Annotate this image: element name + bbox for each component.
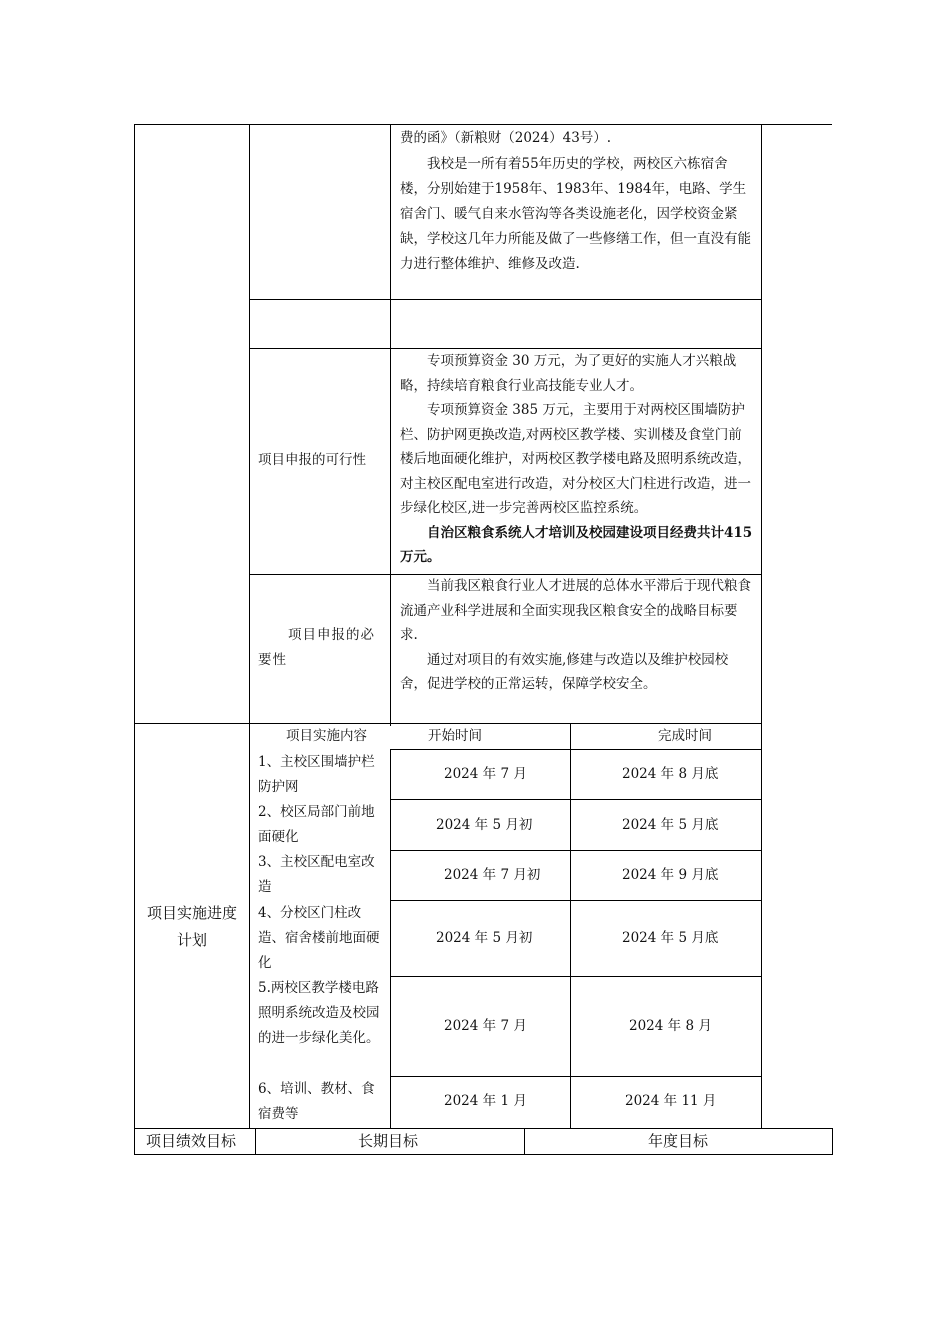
rule-perf-right [832, 1128, 833, 1155]
rule-left [134, 124, 135, 1155]
necessity-text [400, 574, 754, 697]
schedule-row-5-content: 5.两校区教学楼电路照明系统改造及校园的进一步绿化美化。 [258, 980, 380, 1046]
rule-sched-r5 [390, 1076, 762, 1077]
rule-sched-r1 [390, 799, 762, 800]
rule-sched-header [390, 749, 762, 750]
schedule-row-6-start: 2024 年 1 月 [444, 1093, 527, 1109]
schedule-row-3-content: 3、主校区配电室改造 [258, 854, 375, 895]
rule-col2 [390, 124, 391, 726]
schedule-row-6-end: 2024 年 11 月 [625, 1093, 717, 1109]
rule-perf-col2 [524, 1128, 525, 1155]
rule-row1 [249, 299, 762, 300]
background-reference: 费的函》（新粮财（2024）43号）. [400, 130, 612, 146]
schedule-row-1-start: 2024 年 7 月 [444, 766, 527, 782]
schedule-row-3-start: 2024 年 7 月初 [444, 867, 541, 883]
schedule-row-3-end: 2024 年 9 月底 [622, 867, 719, 883]
schedule-row-1-end: 2024 年 8 月底 [622, 766, 719, 782]
feasibility-text [400, 349, 754, 570]
schedule-row-6-content: 6、培训、教材、食宿费等 [258, 1081, 375, 1122]
feasibility-label: 项目申报的可行性 [258, 452, 366, 468]
schedule-row-2-start: 2024 年 5 月初 [436, 817, 533, 833]
feasibility-paragraph-2: 专项预算资金 385 万元，主要用于对两校区围墙防护栏、防护网更换改造,对两校区教学楼、实训楼及食堂门前楼后地面硬化维护，对两校区教学楼电路及照明系统改造，对主校区配电室进行改造，对分校区大门柱进行改造，进一步绿化校区,进一步完善两校区监控系统。 [400, 402, 751, 516]
rule-sched-r3 [390, 900, 762, 901]
performance-long-term: 长期目标 [358, 1132, 419, 1150]
schedule-header-start: 开始时间 [428, 728, 482, 744]
necessity-label: 项目申报的必要性 [258, 627, 375, 668]
schedule-row-1-content: 1、主校区围墙护栏防护网 [258, 754, 375, 795]
schedule-row-4-content: 4、分校区门柱改造、宿舍楼前地面硬化 [258, 905, 380, 971]
schedule-row-4-end: 2024 年 5 月底 [622, 930, 719, 946]
rule-sched-r4 [390, 976, 762, 977]
rule-perf-col1 [255, 1128, 256, 1155]
schedule-row-5-start: 2024 年 7 月 [444, 1018, 527, 1034]
background-text [400, 126, 752, 277]
rule-right [761, 124, 762, 1128]
performance-annual: 年度目标 [648, 1132, 709, 1150]
background-paragraph: 我校是一所有着55年历史的学校，两校区六栋宿舍楼，分别始建于1958年、1983年、1984年，电路、学生宿舍门、暖气自来水管沟等各类设施老化，因学校资金紧缺，学校这几年力所能及做了一些修缮工作，但一直没有能力进行整体维护、维修及改造. [400, 156, 751, 272]
rule-sched-r2 [390, 850, 762, 851]
rule-sched-col2 [390, 749, 391, 1128]
schedule-section-label: 项目实施进度计划 [146, 904, 237, 949]
schedule-row-4-start: 2024 年 5 月初 [436, 930, 533, 946]
feasibility-total: 自治区粮食系统人才培训及校园建设项目经费共计415万元。 [400, 524, 753, 565]
performance-label: 项目绩效目标 [146, 1132, 237, 1150]
feasibility-paragraph-1: 专项预算资金 30 万元，为了更好的实施人才兴粮战略，持续培育粮食行业高技能专业人才。 [400, 353, 737, 394]
rule-perf-top [134, 1128, 832, 1129]
rule-sched-col3 [570, 723, 571, 1128]
schedule-header-end: 完成时间 [658, 728, 712, 744]
schedule-row-2-end: 2024 年 5 月底 [622, 817, 719, 833]
schedule-row-2-content: 2、校区局部门前地面硬化 [258, 804, 375, 845]
rule-perf-bottom [134, 1154, 832, 1155]
necessity-paragraph-2: 通过对项目的有效实施,修建与改造以及维护校园校舍，促进学校的正常运转，保障学校安全。 [400, 651, 729, 692]
rule-top [134, 124, 832, 125]
necessity-paragraph-1: 当前我区粮食行业人才进展的总体水平滞后于现代粮食流通产业科学进展和全面实现我区粮食安全的战略目标要求. [400, 578, 751, 643]
rule-col1 [249, 124, 250, 1128]
schedule-row-5-end: 2024 年 8 月 [629, 1018, 712, 1034]
schedule-header-content: 项目实施内容 [286, 728, 367, 744]
